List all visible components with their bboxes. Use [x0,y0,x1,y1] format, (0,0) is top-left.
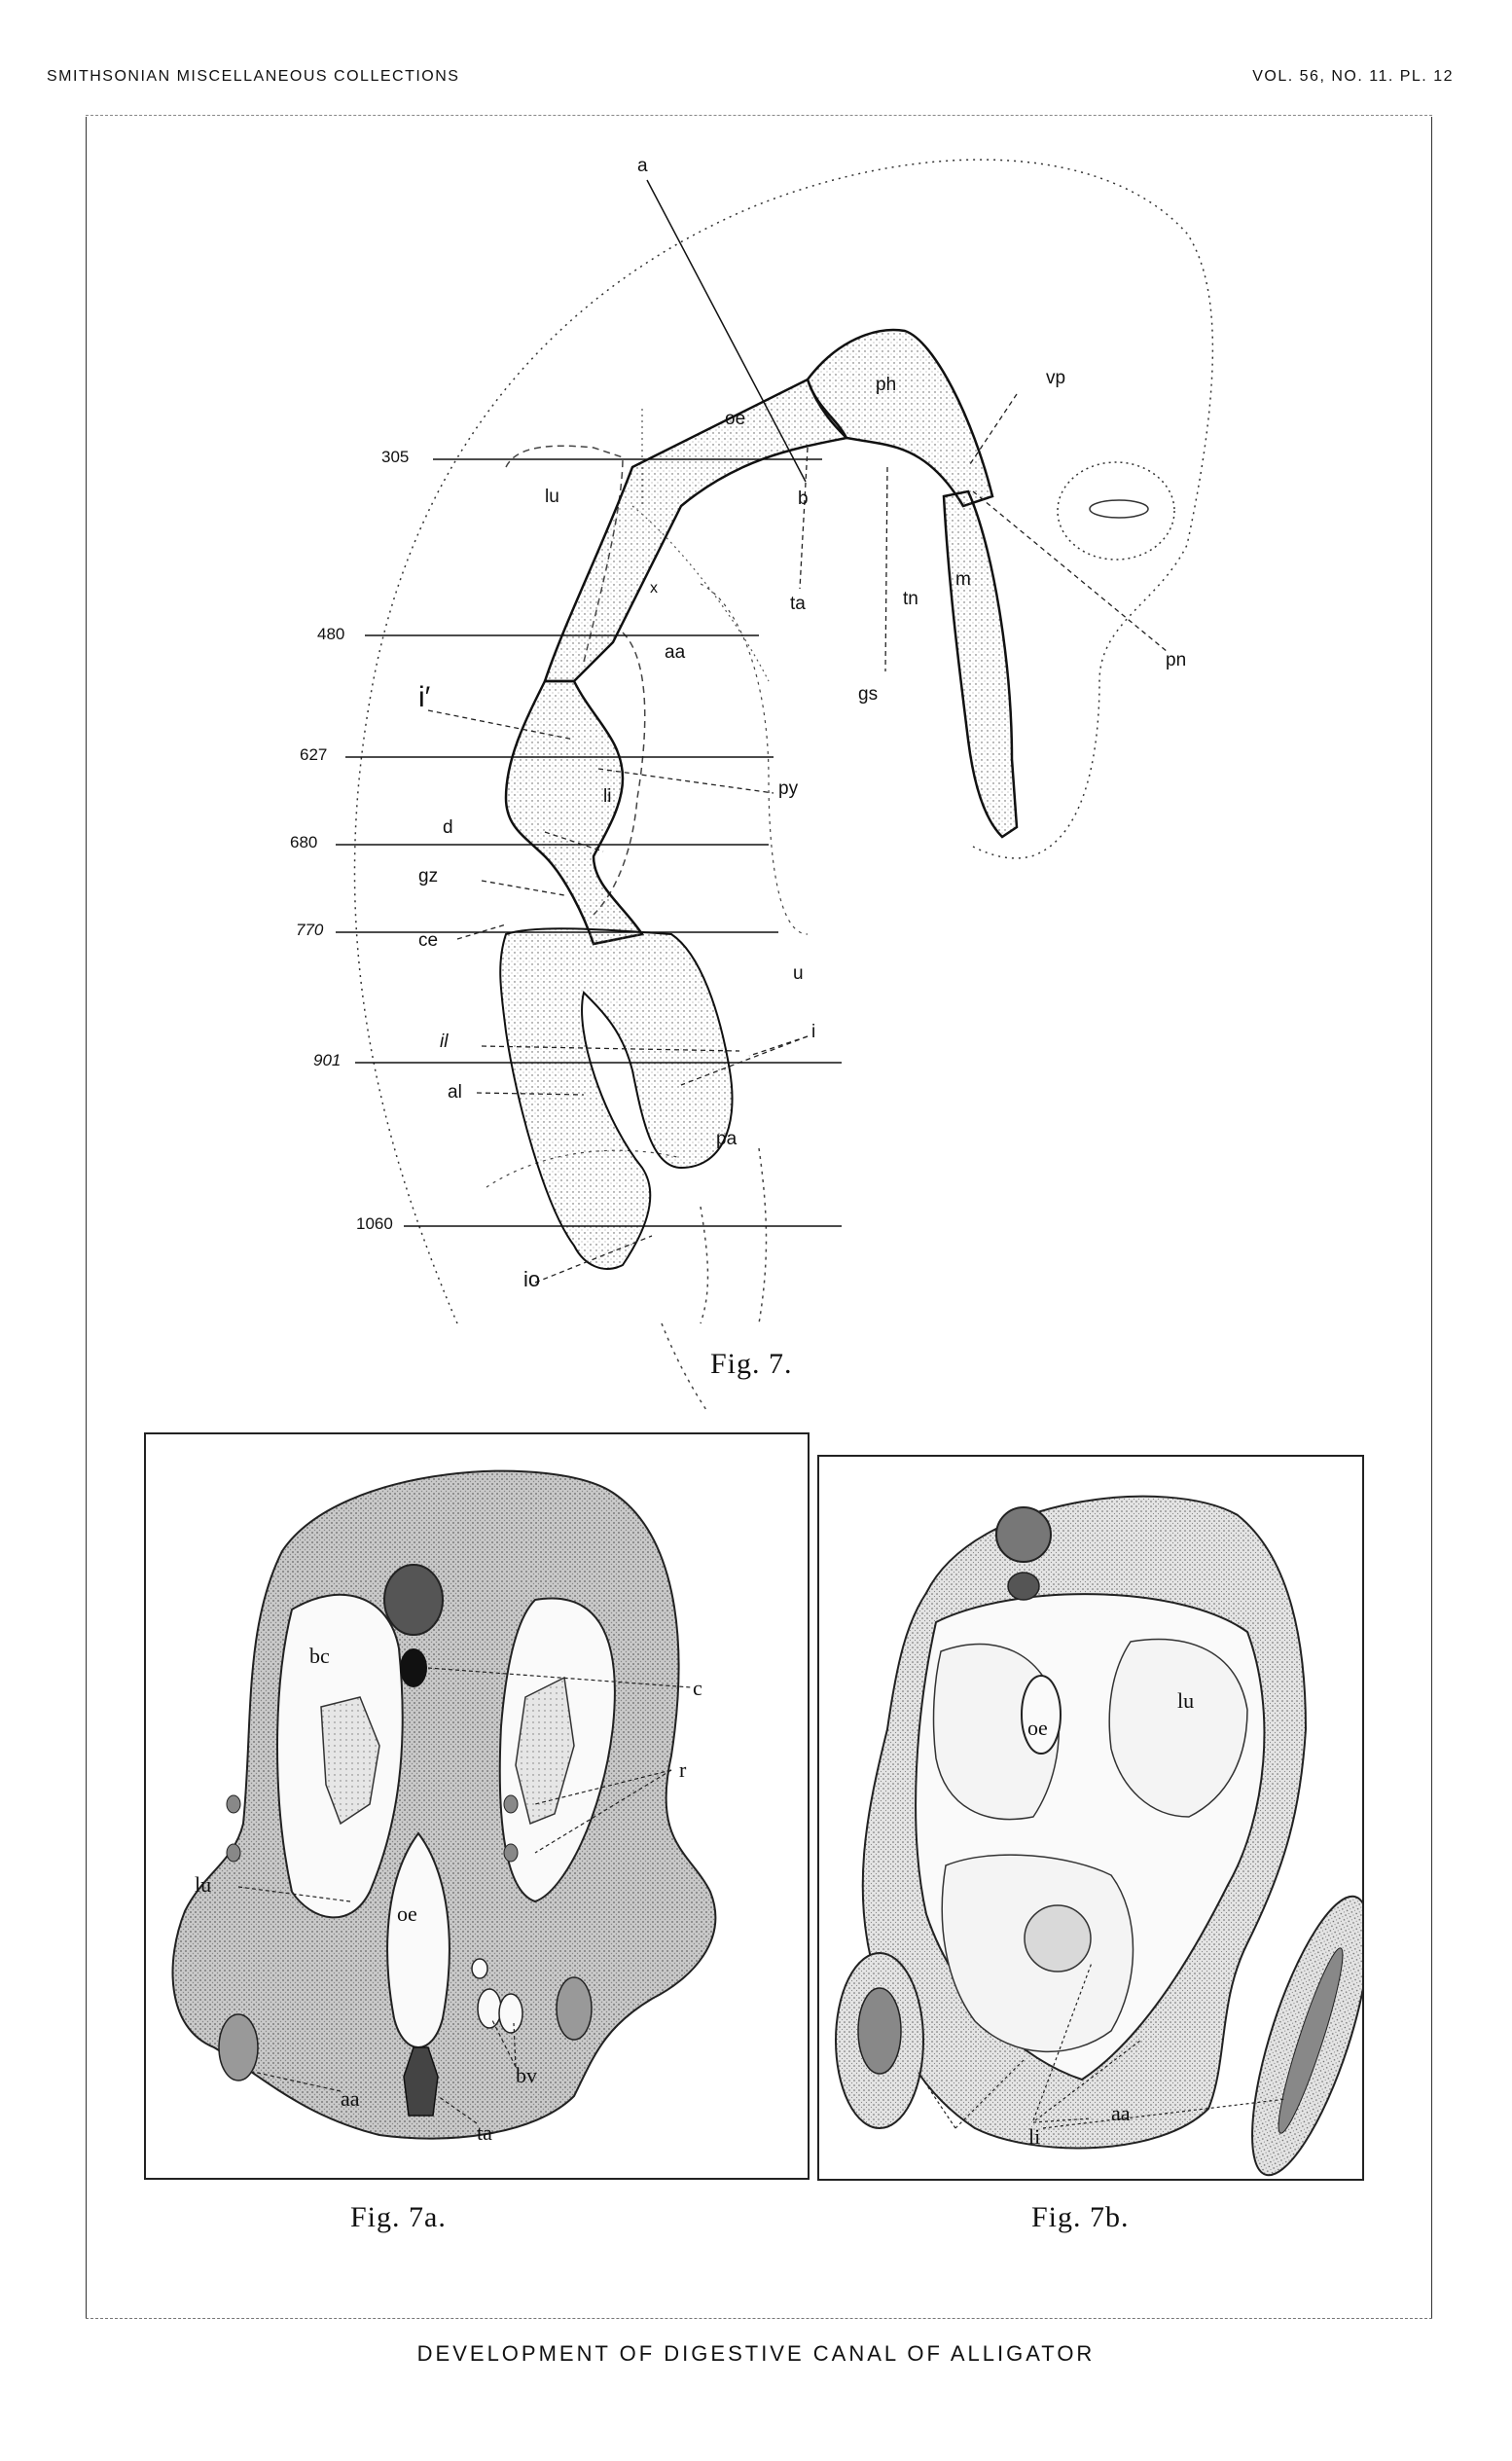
label-al: al [448,1082,462,1103]
label-ce: ce [418,930,439,951]
label-i: i [811,1022,816,1042]
label-b: b [798,489,809,509]
label-a: a [637,156,648,176]
spinal-cord [384,1565,443,1635]
section-level-680: 680 [290,833,318,851]
spinal-cord [996,1507,1051,1562]
label-gs: gs [858,684,879,705]
label-d: d [443,817,453,838]
section-level-770: 770 [296,921,324,939]
label-7b-lu: lu [1177,1688,1195,1713]
rib-1 [504,1795,518,1813]
section-level-627: 627 [300,745,328,764]
figure-7a-caption: Fig. 7a. [350,2201,447,2233]
label-u: u [793,963,804,984]
label-m: m [955,569,971,590]
section-level-305: 305 [381,448,410,466]
label-7a-c: c [693,1676,702,1700]
plate-title: DEVELOPMENT OF DIGESTIVE CANAL OF ALLIGATOR [416,2341,1096,2366]
rib-3 [227,1795,240,1813]
blood-vessel-1 [478,1989,501,2028]
label-7a-ta: ta [477,2120,492,2145]
figure-7b-panel [817,1455,1364,2181]
blood-vessel-2 [499,1994,522,2033]
label-io: io [523,1267,541,1291]
label-li: li [603,786,612,807]
label-7a-r: r [679,1757,687,1782]
running-header-volume: VOL. 56, NO. 11. PL. 12 [1252,68,1454,85]
rib-2 [504,1844,518,1862]
notochord [1008,1573,1039,1600]
oesophagus-lumen [1022,1676,1061,1754]
label-gz: gz [418,866,439,887]
label-i-prime: i′ [418,681,431,713]
label-7a-aa: aa [341,2086,360,2111]
label-aa: aa [665,642,686,663]
aorta-left [219,2014,258,2081]
label-7a-oe: oe [397,1901,417,1926]
aorta-left-inner [858,1988,901,2074]
section-level-480: 480 [317,625,345,643]
figure-7b-caption: Fig. 7b. [1031,2201,1130,2233]
label-7a-lu: lu [195,1872,212,1897]
label-oe: oe [725,409,746,429]
aorta-right [557,1977,592,2040]
plate-frame-bottom [86,2318,1432,2319]
label-lu: lu [545,487,559,507]
label-ta: ta [790,594,806,614]
label-x: x [650,580,658,597]
heart [1025,1905,1091,1972]
figure-7a-panel [144,1432,810,2180]
section-level-901: 901 [313,1051,342,1069]
label-py: py [778,778,799,799]
label-7a-bc: bc [309,1644,330,1668]
running-header-journal: SMITHSONIAN MISCELLANEOUS COLLECTIONS [47,68,460,85]
label-vp: vp [1046,368,1066,388]
label-7b-aa: aa [1111,2101,1131,2125]
label-pn: pn [1166,650,1187,670]
rib-4 [227,1844,240,1862]
figure-7a-drawing [146,1434,808,2178]
label-7a-bv: bv [516,2063,537,2087]
label-ph: ph [876,375,897,395]
label-7b-oe: oe [1027,1716,1048,1740]
notochord [400,1648,427,1687]
label-7b-li: li [1028,2124,1041,2149]
label-tn: tn [903,589,918,609]
figure-7b-drawing [819,1457,1362,2179]
label-pa: pa [716,1129,738,1149]
label-il: il [440,1031,449,1052]
figure-7-caption: Fig. 7. [710,1348,793,1380]
section-level-1060: 1060 [356,1214,393,1233]
blood-vessel-3 [472,1959,487,1978]
